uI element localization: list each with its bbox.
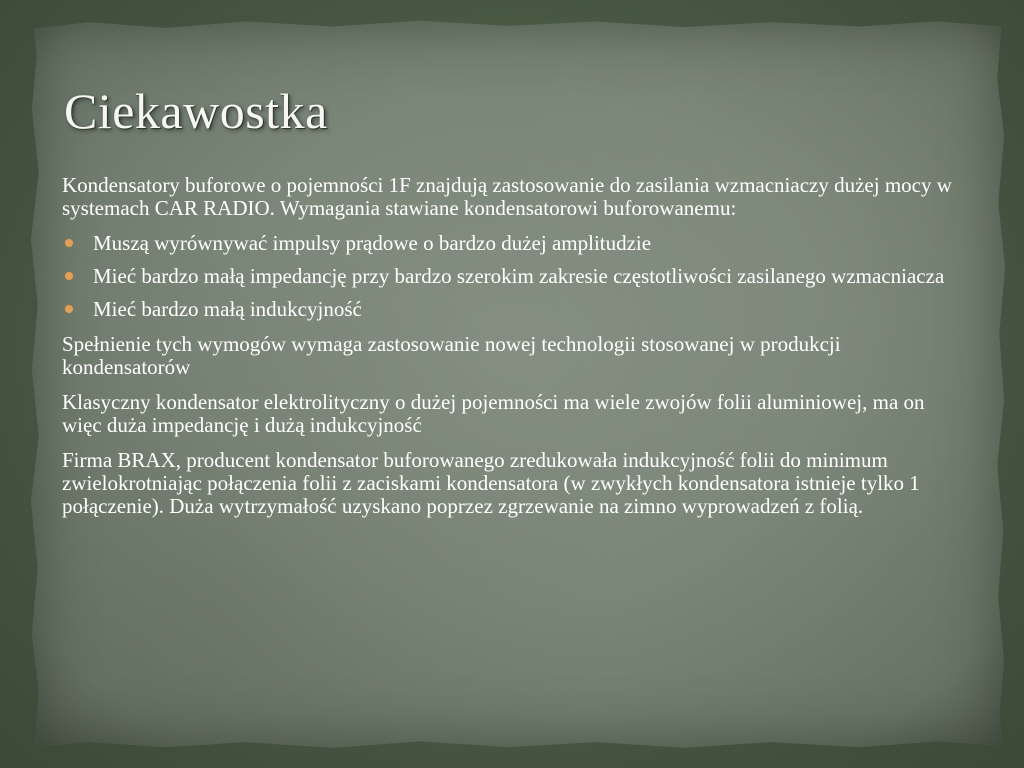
technology-paragraph: Spełnienie tych wymogów wymaga zastosowanie nowej technologii stosowanej w produkcji kondensatorów xyxy=(62,332,841,379)
list-item-text: Muszą wyrównywać impulsy prądowe o bardzo dużej amplitudzie xyxy=(93,231,652,255)
list-item xyxy=(62,298,962,321)
brax-paragraph: Firma BRAX, producent kondensator buforowanego zredukowała indukcyjność folii do minimum zwielokrotniając połączenia folii z zaciskami kondensatora (w zwykłych kondensatora istnieje tylko 1 połączenie). Duża wytrzymałość uzyskano poprzez zgrzewanie na zimno wyprowadzeń z folią. xyxy=(62,448,920,518)
bullet-dot-icon xyxy=(65,272,73,280)
list-item-text: Mieć bardzo małą impedancję przy bardzo szerokim zakresie częstotliwości zasilanego wzmacniacza xyxy=(93,264,945,288)
bullet-dot-icon xyxy=(65,305,73,313)
bullet-dot-icon xyxy=(65,239,73,247)
intro-paragraph: Kondensatory buforowe o pojemności 1F znajdują zastosowanie do zasilania wzmacniaczy dużej mocy w systemach CAR RADIO. Wymagania stawiane kondensatorowi buforowanemu: xyxy=(62,173,952,220)
slide-title: Ciekawostka xyxy=(64,83,328,139)
list-item-text: Mieć bardzo małą indukcyjność xyxy=(93,297,362,321)
list-item xyxy=(62,265,962,288)
classic-capacitor-paragraph: Klasyczny kondensator elektrolityczny o dużej pojemności ma wiele zwojów folii aluminiowej, ma on więc duża impedancję i dużą indukcyjność xyxy=(62,390,925,437)
slide-body xyxy=(62,174,962,530)
requirements-list xyxy=(62,232,962,321)
list-item xyxy=(62,232,962,255)
